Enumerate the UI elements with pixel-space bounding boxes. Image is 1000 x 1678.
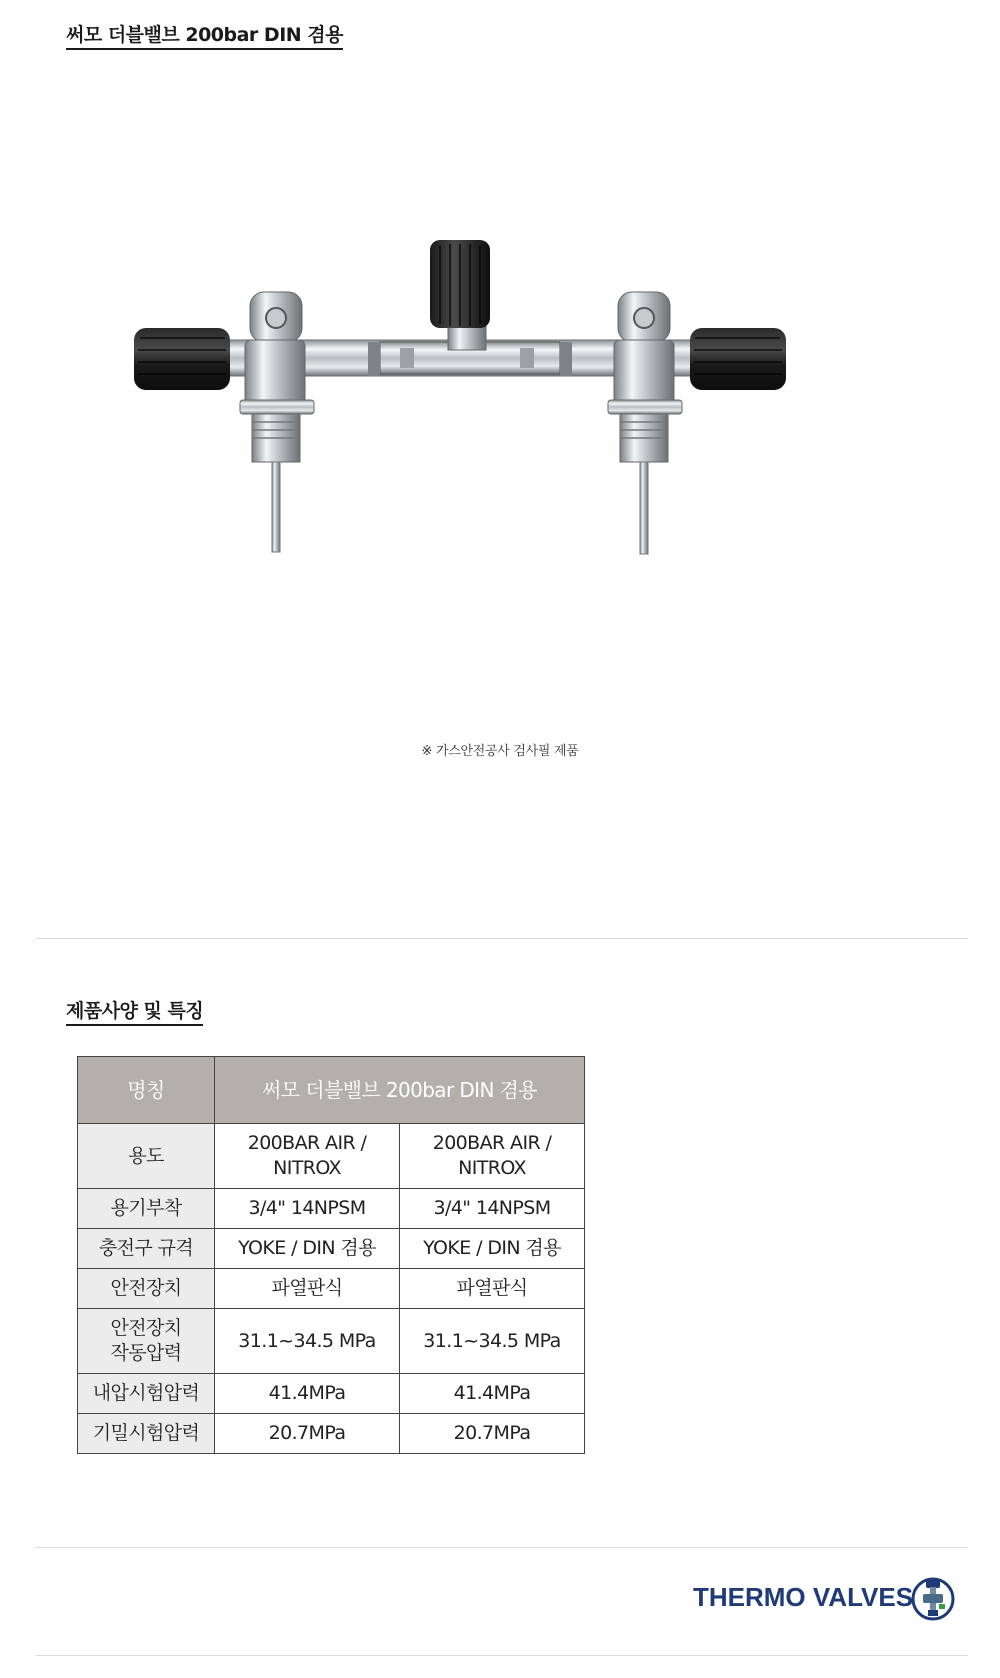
- table-row: [78, 1309, 585, 1374]
- table-row: [78, 1229, 585, 1269]
- row-label: 용도: [78, 1124, 215, 1189]
- row-label: 용기부착: [78, 1189, 215, 1229]
- row-label: 안전장치: [78, 1269, 215, 1309]
- spec-header-label: 명칭: [78, 1057, 215, 1124]
- spec-header-value: 써모 더블밸브 200bar DIN 겸용: [215, 1057, 585, 1124]
- row-value-right: 파열판식: [400, 1269, 585, 1309]
- row-label: 충전구 규격: [78, 1229, 215, 1269]
- inspection-note: ※ 가스안전공사 검사필 제품: [421, 744, 579, 759]
- row-value-left: YOKE / DIN 겸용: [215, 1229, 400, 1269]
- thermo-valves-logo: [693, 1574, 953, 1626]
- table-row: [78, 1269, 585, 1309]
- valve-logo-icon: [911, 1574, 955, 1624]
- row-value-left: 41.4MPa: [215, 1374, 400, 1414]
- row-value-right: 41.4MPa: [400, 1374, 585, 1414]
- section-divider: [36, 1655, 968, 1656]
- row-value-left: 20.7MPa: [215, 1414, 400, 1454]
- row-value-right: 3/4" 14NPSM: [400, 1189, 585, 1229]
- table-row: [78, 1189, 585, 1229]
- row-value-left: 파열판식: [215, 1269, 400, 1309]
- spec-table: [77, 1056, 585, 1454]
- table-row: [78, 1414, 585, 1454]
- row-value-right: 20.7MPa: [400, 1414, 585, 1454]
- row-label: 안전장치 작동압력: [78, 1309, 215, 1374]
- row-value-right: YOKE / DIN 겸용: [400, 1229, 585, 1269]
- row-value-right: 31.1~34.5 MPa: [400, 1309, 585, 1374]
- logo-text: THERMO VALVES: [693, 1582, 914, 1612]
- row-value-right: 200BAR AIR / NITROX: [400, 1124, 585, 1189]
- section-divider: [36, 1547, 968, 1548]
- table-row: [78, 1124, 585, 1189]
- product-title: 써모 더블밸브 200bar DIN 겸용: [66, 24, 343, 50]
- table-row: [78, 1374, 585, 1414]
- row-value-left: 3/4" 14NPSM: [215, 1189, 400, 1229]
- spec-section-title: 제품사양 및 특징: [66, 1000, 203, 1026]
- row-value-left: 200BAR AIR / NITROX: [215, 1124, 400, 1189]
- double-valve-image: [130, 240, 870, 600]
- row-label: 기밀시험압력: [78, 1414, 215, 1454]
- section-divider: [36, 938, 968, 939]
- row-value-left: 31.1~34.5 MPa: [215, 1309, 400, 1374]
- row-label: 내압시험압력: [78, 1374, 215, 1414]
